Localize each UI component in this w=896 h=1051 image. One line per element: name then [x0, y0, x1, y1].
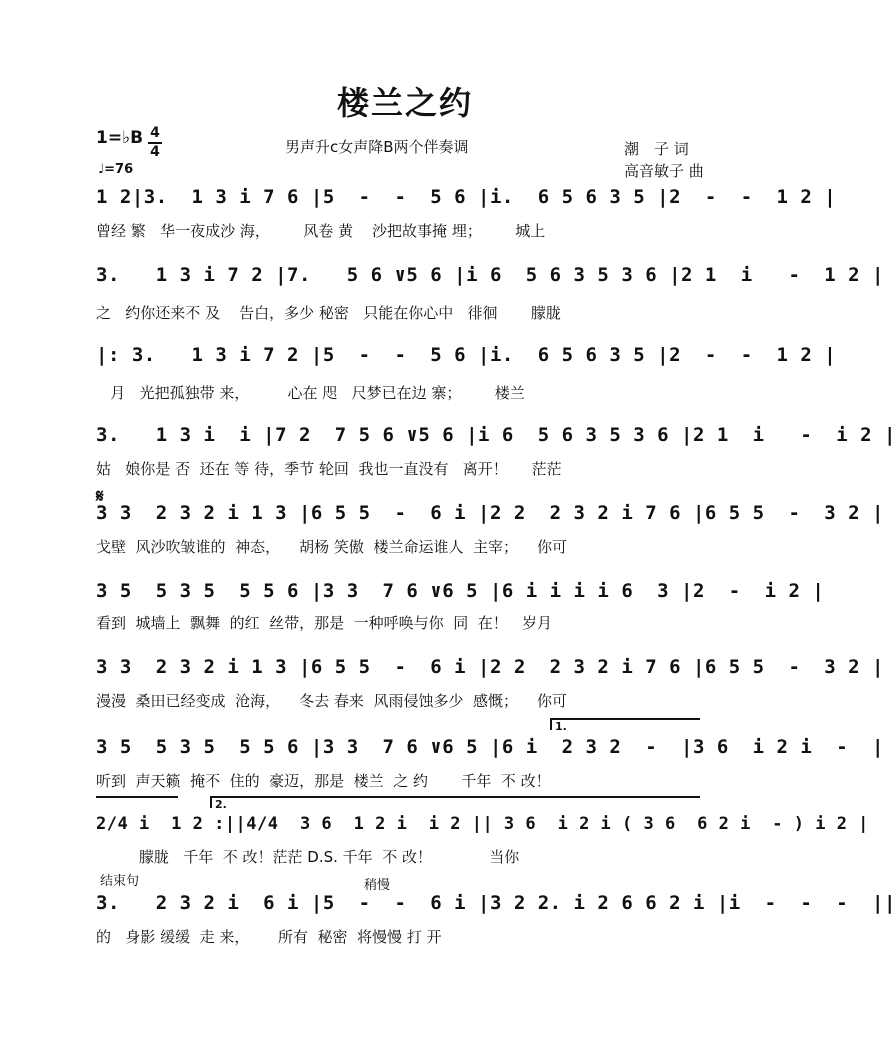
time-signature-top: 4 [150, 125, 160, 141]
lyric-line-5: 戈壁 风沙吹皱谁的 神态， 胡杨 笑傲 楼兰命运谁人 主宰； 你可 [96, 538, 568, 556]
key-signature: 1=♭B [96, 128, 144, 148]
lyric-line-7: 漫漫 桑田已经变成 沧海， 冬去 春来 风雨侵蚀多少 感慨； 你可 [96, 692, 568, 710]
lyric-line-8: 听到 声天籁 掩不 住的 豪迈，那是 楼兰 之 约 千年 不 改！ [96, 772, 551, 790]
notation-line-1: 1 2|3. 1 3 i 7 6 |5 - - 5 6 |i. 6 5 6 3 5 |2 - - 1 2 | [96, 186, 837, 208]
lyric-line-6: 看到 城墙上 飘舞 的红 丝带，那是 一种呼唤与你 同 在！ 岁月 [96, 614, 553, 632]
notation-line-6: 3 5 5 3 5 5 5 6 |3 3 7 6 ∨6 5 |6 i i i i 6 3 |2 - i 2 | [96, 580, 825, 602]
notation-line-9: 2/4 i 1 2 :||4/4 3 6 1 2 i i 2 || 3 6 i 2 i ( 3 6 6 2 i - ) i 2 | [96, 814, 869, 834]
notation-line-4: 3. 1 3 i i |7 2 7 5 6 ∨5 6 |i 6 5 6 3 5 3 6 |2 1 i - i 2 | [96, 424, 896, 446]
slow-label: 稍慢 [364, 878, 391, 893]
notation-line-7: 3 3 2 3 2 i 1 3 |6 5 5 - 6 i |2 2 2 3 2 i 7 6 |6 5 5 - 3 2 | [96, 656, 884, 678]
notation-line-3: |: 3. 1 3 i 7 2 |5 - - 5 6 |i. 6 5 6 3 5 |2 - - 1 2 | [96, 344, 837, 366]
tempo-marking: ♩=76 [98, 162, 134, 177]
lyric-line-3: 月 光把孤独带 来， 心在 咫 尺梦已在边 寨； 楼兰 [96, 384, 525, 402]
lyric-line-1: 曾经 繁 华一夜成沙 海， 风卷 黄 沙把故事掩 埋； 城上 [96, 222, 546, 240]
lyricist-credit: 潮 子 词 [624, 140, 689, 158]
volta-2-bracket: 2. [210, 796, 700, 808]
performance-note: 男声升c女声降B两个伴奏调 [285, 138, 469, 156]
lyric-line-9: 朦胧 千年 不 改！茫茫 D.S. 千年 不 改！ 当你 [96, 848, 520, 866]
lyric-line-4: 姑 娘你是 否 还在 等 待，季节 轮回 我也一直没有 离开！ 茫茫 [96, 460, 562, 478]
notation-line-10: 3. 2 3 2 i 6 i |5 - - 6 i |3 2 2. i 2 6 6 2 i |i - - - || [96, 892, 896, 914]
composer-credit: 高音敏子 曲 [624, 162, 704, 180]
segno-mark: 𝄋 [96, 486, 104, 507]
lyric-line-10: 的 身影 缓缓 走 来， 所有 秘密 将慢慢 打 开 [96, 928, 442, 946]
notation-line-2: 3. 1 3 i 7 2 |7. 5 6 ∨5 6 |i 6 5 6 3 5 3 6 |2 1 i - 1 2 | [96, 264, 884, 286]
volta-1-bracket: 1. [550, 718, 700, 730]
notation-line-5: 3 3 2 3 2 i 1 3 |6 5 5 - 6 i |2 2 2 3 2 i 7 6 |6 5 5 - 3 2 | [96, 502, 884, 524]
volta-1-continue [96, 796, 178, 808]
time-signature [148, 126, 162, 160]
notation-line-8: 3 5 5 3 5 5 5 6 |3 3 7 6 ∨6 5 |6 i 2 3 2 - |3 6 i 2 i - | [96, 736, 884, 758]
time-signature-bottom: 4 [150, 144, 160, 160]
song-title: 楼兰之约 [336, 84, 473, 122]
lyric-line-2: 之 约你还来不 及 告白，多少 秘密 只能在你心中 徘徊 朦胧 [96, 304, 561, 322]
ending-label: 结束句 [100, 874, 140, 889]
